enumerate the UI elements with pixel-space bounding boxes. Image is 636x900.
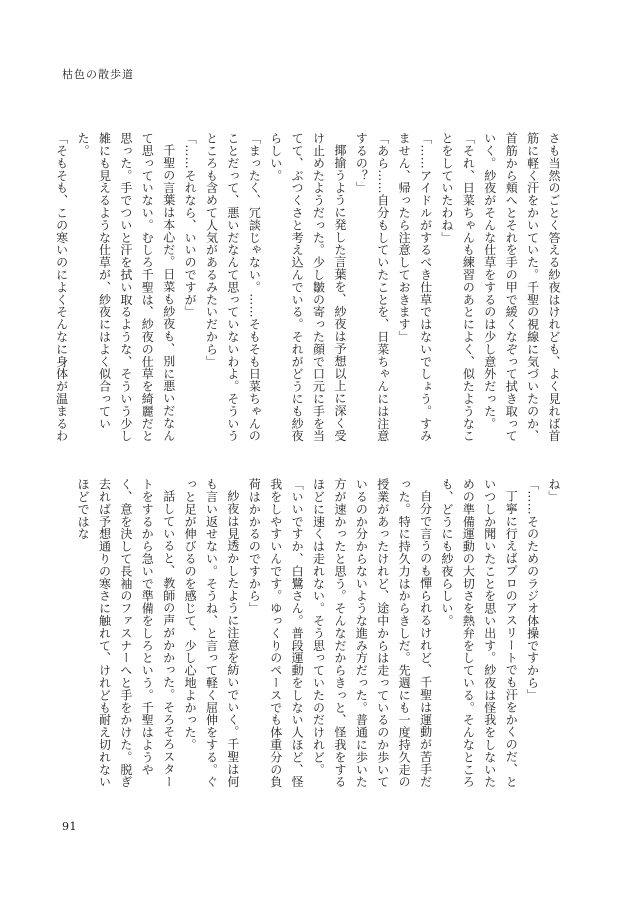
paragraph: 揶揄うように発した言葉を、紗夜は予想以上に深く受け止めたようだった。少し皺の寄った顔で口元に手を当てて、ぶつくさと考え込んでいる。それがどうにも紗夜らしい。: [268, 132, 347, 442]
paragraph: 千聖の言葉は本心だ。日菜も紗夜も、別に悪いだなんて思っていない。むしろ千聖は、紗夜の仕草を綺麗だと思った。手でついと汗を拭い取るような、そういう少し雑にも見えるような仕草が、紗夜にはよく似合っていた。: [76, 132, 176, 442]
dialogue-line: 「……そのためのラジオ体操ですから」: [525, 478, 540, 702]
paragraph: 自分で言うのも憚られるけれど、千聖は運動が苦手だった。特に持久力はからきしだ。先週にも一度持久走の授業があったけれど、途中からは走っているのか歩いているのか分からないような進み方だった。普通に歩いた方が速かったと思う。そんなだからきっと、怪我をするほどに速くは走れない。そう思っていたのだけれど。: [311, 478, 433, 788]
dialogue-line: 「……それなら、いいのですが」: [183, 132, 198, 318]
dialogue-line: 「まったく、冗談じゃない。……そもそも日菜ちゃんのことだって、悪いだなんて思っていないわよ。そういうところも含めて人気があるみたいだから」: [204, 132, 262, 442]
body-text-upper: [54, 132, 564, 442]
paragraph: さも当然のごとく答える紗夜はけれども、よく見れば首筋に軽く汗をかいていた。千聖の視線に気づいたのか、首筋から頬へとそれを手の甲で緩くなぞって拭き取っていく。紗夜がそんな仕草をするのは少し意外だった。: [482, 132, 561, 442]
running-header-title: 枯色の散歩道: [62, 68, 134, 81]
paragraph: ね」: [547, 478, 561, 503]
dialogue-line: 「そもそも、この寒いのによくそんなに身体が温まるわ: [54, 132, 69, 442]
body-text-lower: [76, 478, 564, 788]
dialogue-line: 「いいですか、白鷺さん。普段運動をしない人ほど、怪我をしやすいんです。ゆっくりのペースでも体重分の負荷はかかるのですから」: [247, 478, 305, 788]
page-number: 91: [62, 820, 77, 833]
dialogue-line: 「あら……自分もしていたことを、日菜ちゃんには注意するの？」: [354, 132, 390, 442]
dialogue-line: 「それ、日菜ちゃんも練習のあとによく、似たようなことをしていたわね」: [439, 132, 476, 442]
dialogue-line: 「……アイドルがするべき仕草ではないでしょう。すみません、帰ったら注意しておきます」: [397, 132, 433, 442]
paragraph: 丁寧に行えばプロのアスリートでも汗をかくのだ、といつしか聞いたことを思い出す。紗夜は怪我をしないための準備運動の大切さを熱弁をしている。そんなところも、どうにも紗夜らしい。: [439, 478, 519, 788]
paragraph: 話していると、教師の声がかかった。そろそろスタートをするから急いで準備をしろという。千聖はようやく、意を決して長袖のファスナーへと手をかけた。脱ぎ去れば予想通りの寒さに触れて、けれども耐え切れないほどではな: [76, 478, 176, 788]
paragraph: 紗夜は見透かしたように注意を紡いでいく。千聖は何も言い返せない。そうね、と言って軽く屈伸をする。ぐっと足が伸びるのを感じて、少し心地よかった。: [183, 478, 240, 788]
